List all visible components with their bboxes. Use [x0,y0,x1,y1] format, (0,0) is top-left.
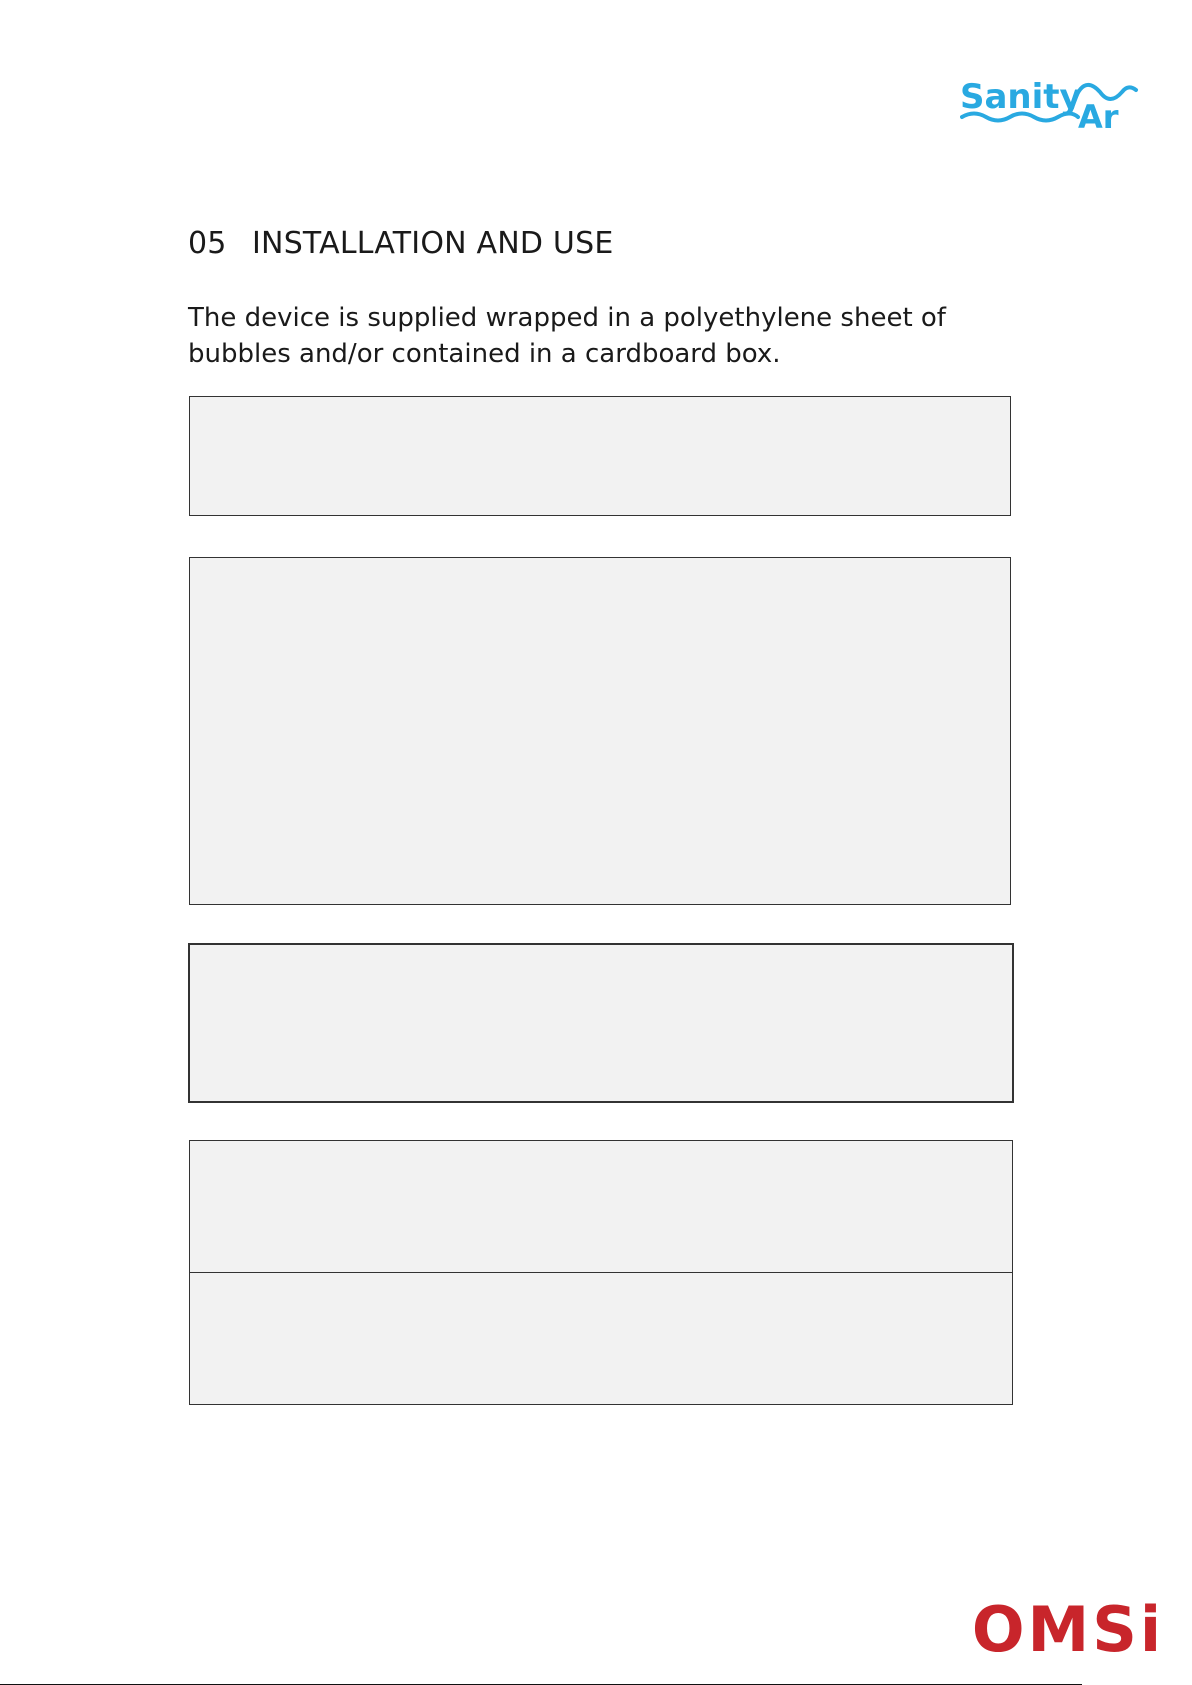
section-number: 05 [188,226,227,261]
sanityair-logo-text: Sanity [960,77,1082,117]
section-title: INSTALLATION AND USE [252,226,614,261]
sanityair-logo-accent: Ar [1078,98,1119,136]
intro-paragraph: The device is supplied wrapped in a polyethylene sheet of bubbles and/or contained in a cardboard box. [188,303,946,369]
section-heading [188,226,613,261]
content-box-3 [188,943,1014,1103]
box-divider [190,1272,1012,1273]
omsi-logo [964,1595,1172,1665]
sanityair-logo [960,70,1150,140]
content-box-2 [189,557,1011,905]
omsi-logo-text: OMSi [971,1593,1165,1666]
content-box-1 [189,396,1011,516]
content-box-4 [189,1140,1013,1405]
wave-icon [962,114,1078,121]
